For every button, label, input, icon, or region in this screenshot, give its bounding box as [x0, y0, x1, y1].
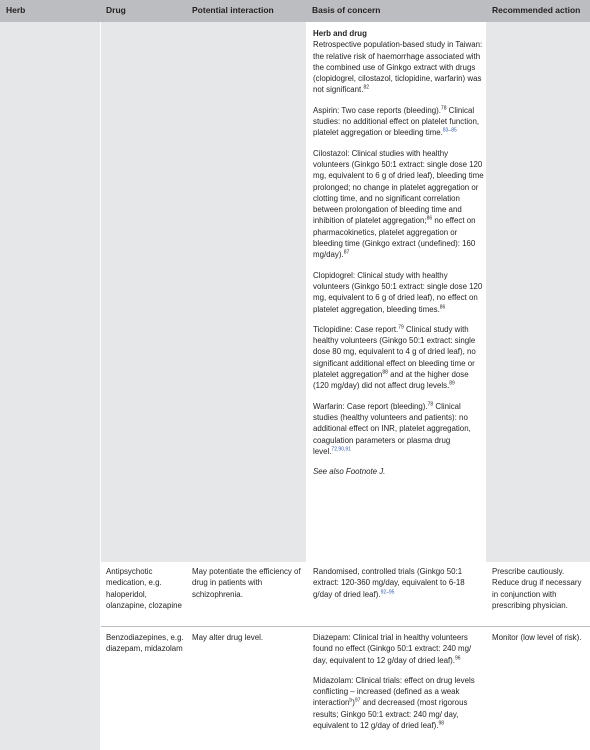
- header-potential-interaction: Potential interaction: [192, 5, 274, 15]
- basis-paragraph-midazolam: Midazolam: Clinical trials: effect on drug levels conflicting – increased (defined as a weak interaction$^b$)$^{97}$ and decreased (most rigorous results; Ginkgo 50:1 extract: 240 mg/ day, equivalent to 12 g/day of dried leaf).$^{98}$: [313, 675, 475, 731]
- row3-drug: Benzodiazepines, e.g. diazepam, midazolam: [106, 633, 184, 654]
- row-separator-1: [100, 562, 590, 563]
- table-header: [0, 0, 590, 22]
- basis-paragraph-warfarin: Warfarin: Case report (bleeding).$^{78}$ Clinical studies (healthy volunteers and patients): no additional effect on INR, platelet aggregation, coagulation parameters or plasma drug level.$^{72,90,91}$: [313, 400, 471, 456]
- basis-paragraph-diazepam: Diazepam: Clinical trial in healthy volunteers found no effect (Ginkgo 50:1 extract: 240 mg/ day, equivalent to 12 g/day of dried leaf).$^{96}$: [313, 633, 472, 665]
- row1-basis: [313, 28, 485, 486]
- basis-paragraph-taiwan-study: Retrospective population-based study in Taiwan: the relative risk of haemorrhage associated with the combined use of Ginkgo extract with drugs (clopidogrel, cilostazol, ticlopidine, warfarin) was not significant.$^{82}$: [313, 40, 483, 95]
- col-separator-1: [100, 22, 101, 750]
- row1-shade-left: [100, 22, 306, 562]
- row2-drug: Antipsychotic medication, e.g. haloperidol, olanzapine, clozapine: [106, 567, 182, 610]
- row2-basis: Randomised, controlled trials (Ginkgo 50:1 extract: 120-360 mg/day, equivalent to 6-18 g/day of dried leaf).$^{92-95}$: [313, 567, 465, 599]
- row3-interaction: May alter drug level.: [192, 633, 264, 642]
- basis-paragraph-clopidogrel: Clopidogrel: Clinical study with healthy volunteers (Ginkgo 50:1 extract: single dose 120 mg, equivalent to 6 g of dried leaf), no effect on platelet aggregation, bleeding times.$^{86}$: [313, 270, 483, 314]
- basis-heading-herb-and-drug: Herb and drug: [313, 29, 367, 38]
- header-recommended-action: Recommended action: [492, 5, 581, 15]
- herb-column-shade: [0, 22, 100, 750]
- header-herb: Herb: [6, 5, 26, 15]
- basis-paragraph-aspirin: Aspirin: Two case reports (bleeding).$^{78}$ Clinical studies: no additional effect on platelet function, platelet aggregation or bleeding time.$^{83-85}$: [313, 105, 480, 138]
- basis-paragraph-cilostazol: Cilostazol: Clinical studies with healthy volunteers (Ginkgo 50:1 extract: single dose 120 mg, equivalent to 6 g of dried leaf), bleeding time prolonged; no change in platelet aggregation or clotting time, and no significant correlation between prolongation of bleeding time and inhibition of platelet aggregation;$^{86}$ no effect on pharmacokinetics, platelet aggregation or bleeding time (Ginkgo extract (undefined): 160 mg/day).$^{87}$: [313, 148, 484, 260]
- row2-action: Prescribe cautiously. Reduce drug if necessary in conjunction with prescribing physician.: [492, 567, 582, 610]
- row3-action: Monitor (low level of risk).: [492, 633, 582, 642]
- row-separator-2: [100, 626, 590, 627]
- header-drug: Drug: [106, 5, 126, 15]
- row2-interaction: May potentiate the efficiency of drug in patients with schizophrenia.: [192, 567, 301, 599]
- row3-basis: [313, 632, 485, 740]
- basis-paragraph-ticlopidine: Ticlopidine: Case report.$^{79}$ Clinical study with healthy volunteers (Ginkgo 50:1 extract: single dose 80 mg, equivalent to 4 g of dried leaf), no significant additional effect on bleeding time or platelet aggregation$^{88}$ and at the higher dose (120 mg/day) did not affect drug levels.$^{89}$: [313, 324, 476, 391]
- row1-shade-right: [486, 22, 590, 562]
- header-basis-of-concern: Basis of concern: [312, 5, 381, 15]
- basis-footnote: See also Footnote J.: [313, 467, 386, 477]
